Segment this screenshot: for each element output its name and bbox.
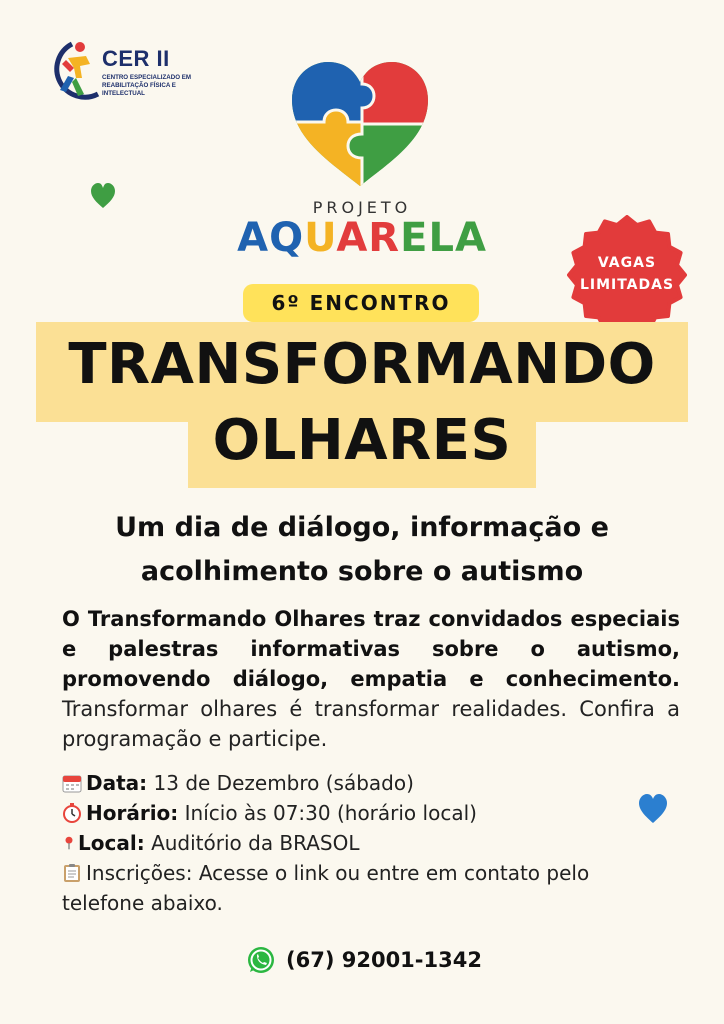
project-name-letter: Q bbox=[269, 215, 305, 261]
place-row bbox=[62, 828, 702, 858]
badge-line2: LIMITADAS bbox=[579, 277, 675, 293]
subtitle bbox=[40, 506, 684, 594]
description-normal: Transformar olhares é transformar realidades. Confira a programação e participe. bbox=[62, 697, 680, 751]
project-label: PROJETO bbox=[312, 198, 412, 217]
signup-line-2: telefone abaixo. bbox=[62, 891, 223, 915]
description-bold: O Transformando Olhares traz convidados especiais e palestras informativas sobre o autismo, promovendo diálogo, empatia e conhecimento. bbox=[62, 607, 680, 691]
project-name-letter: E bbox=[400, 215, 429, 261]
time-value: Início às 07:30 (horário local) bbox=[184, 801, 477, 825]
calendar-icon bbox=[62, 773, 82, 793]
project-name-letter: U bbox=[304, 215, 337, 261]
event-details bbox=[62, 768, 702, 918]
date-row bbox=[62, 768, 702, 798]
time-label: Horário: bbox=[86, 801, 179, 825]
phone-number[interactable]: (67) 92001-1342 bbox=[286, 948, 482, 972]
logo-title: CER II bbox=[102, 46, 170, 71]
title-line-1: TRANSFORMANDO bbox=[68, 332, 656, 397]
cer-logo-icon bbox=[50, 38, 100, 108]
whatsapp-icon bbox=[246, 945, 276, 975]
subtitle-line-2: acolhimento sobre o autismo bbox=[140, 556, 584, 587]
project-name-letter: A bbox=[237, 215, 270, 261]
date-value: 13 de Dezembro (sábado) bbox=[153, 771, 414, 795]
clipboard-icon bbox=[62, 863, 82, 883]
place-label: Local: bbox=[78, 831, 145, 855]
signup-line-1: Inscrições: Acesse o link ou entre em contato pelo bbox=[86, 861, 590, 885]
badge-text bbox=[567, 252, 687, 296]
description-paragraph bbox=[62, 604, 680, 754]
project-name-letter: R bbox=[368, 215, 401, 261]
stopwatch-icon bbox=[62, 803, 82, 823]
contact-phone[interactable] bbox=[246, 942, 482, 978]
pin-icon bbox=[62, 833, 76, 853]
edition-pill: 6º ENCONTRO bbox=[243, 284, 479, 322]
project-name-letter: A bbox=[454, 215, 487, 261]
logo-subtitle: CENTRO ESPECIALIZADO EM REABILITAÇÃO FÍSICA E INTELECTUAL bbox=[102, 74, 192, 97]
signup-row bbox=[62, 858, 702, 888]
project-name-letter: A bbox=[336, 215, 369, 261]
date-label: Data: bbox=[86, 771, 148, 795]
subtitle-line-1: Um dia de diálogo, informação e bbox=[115, 512, 609, 543]
place-value: Auditório da BRASOL bbox=[151, 831, 360, 855]
signup-row-2 bbox=[62, 888, 702, 918]
limited-spots-badge bbox=[567, 215, 687, 335]
cer-logo bbox=[50, 38, 190, 108]
title-line-2: OLHARES bbox=[212, 408, 512, 473]
project-name-letter: L bbox=[428, 215, 455, 261]
time-row bbox=[62, 798, 702, 828]
badge-line1: VAGAS bbox=[597, 255, 657, 271]
puzzle-heart-icon bbox=[290, 62, 430, 190]
